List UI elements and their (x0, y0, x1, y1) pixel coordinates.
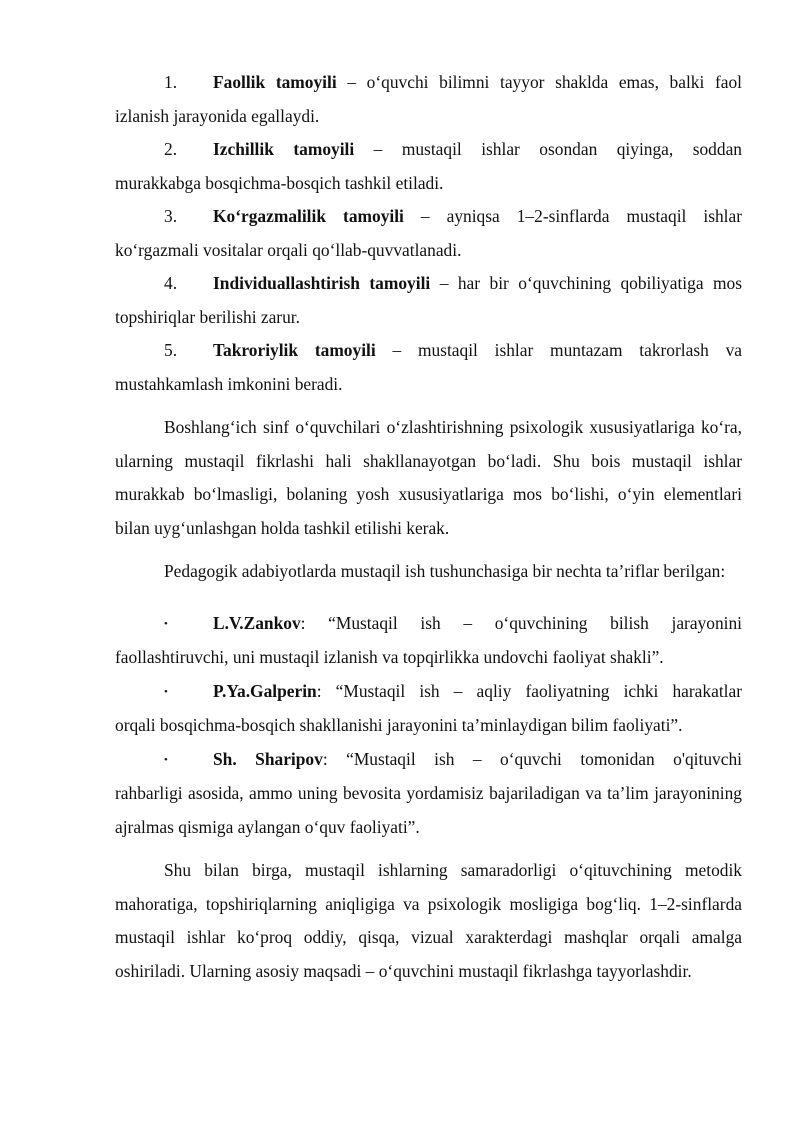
list-item-term: Takroriylik tamoyili (213, 340, 376, 360)
list-item-text: – o‘quvchi bilimni tayyor shaklda emas, balki faol (336, 72, 743, 92)
bullet-icon: • (164, 685, 168, 698)
list-number: 5. (164, 340, 178, 360)
list-item-text: – mustaqil ishlar muntazam takrorlash va (375, 340, 743, 360)
bullet-icon: • (164, 753, 168, 766)
body-paragraph: Boshlang‘ich sinf o‘quvchilari o‘zlashtirishning psixologik xususiyatlariga ko‘ra, ularning mustaqil fikrlashi hali shakllanayotgan bo‘ladi. Shu bois mustaqil ishlar murakkab bo‘lmasligi, bolaning yosh xususiyatlariga mos bo‘lishi, o‘yin elementlari bilan uyg‘unlashgan holda tashkil etilishi kerak. (115, 417, 742, 538)
body-paragraph: Pedagogik adabiyotlarda mustaqil ish tushunchasiga bir nechta ta’riflar berilgan: (164, 561, 726, 581)
document-page (115, 66, 742, 988)
list-item-continuation: topshiriqlar berilishi zarur. (115, 306, 300, 327)
list-item-continuation: ko‘rgazmali vositalar orqali qo‘llab-quvvatlanadi. (115, 239, 462, 260)
list-item-text: : “Mustaqil ish – aqliy faoliyatning ichki harakatlar (316, 680, 742, 701)
principles-list (115, 66, 742, 401)
body-paragraph: Shu bilan birga, mustaqil ishlarning samaradorligi o‘qituvchining metodik mahoratiga, topshiriqlarning aniqligiga va psixologik mosligiga bog‘liq. 1–2-sinflarda mustaqil ishlar ko‘proq oddiy, qisqa, vizual xarakterdagi mashqlar orqali amalga oshiriladi. Ularning asosiy maqsadi – o‘quvchini mustaqil fikrlashga tayyorlashdir. (115, 860, 742, 981)
list-item-term: Individuallashtirish tamoyili (213, 273, 431, 293)
list-item-author: Sh. Sharipov (213, 748, 323, 769)
list-item-continuation: murakkabga bosqichma-bosqich tashkil etiladi. (115, 172, 444, 193)
list-item-continuation: rahbarligi asosida, ammo uning bevosita yordamisiz bajariladigan va ta’lim jarayonining ajralmas qismiga aylangan o‘quv faoliyati”. (115, 783, 742, 837)
list-item-term: Faollik tamoyili (213, 72, 337, 92)
list-item-first-line (115, 133, 742, 167)
list-item-first-line (115, 66, 742, 100)
list-item-text: : “Mustaqil ish – o‘quvchining bilish jarayonini (300, 612, 742, 633)
list-item-first-line (115, 334, 742, 368)
list-number: 1. (164, 72, 178, 92)
list-item (115, 743, 742, 845)
list-number: 3. (164, 206, 178, 226)
list-number: 4. (164, 273, 178, 293)
list-item-continuation: orqali bosqichma-bosqich shakllanishi jarayonini ta’minlaydigan bilim faoliyati”. (115, 715, 683, 735)
bullet-icon: • (164, 617, 168, 630)
list-item-continuation: izlanish jarayonida egallaydi. (115, 105, 320, 126)
list-item (115, 267, 742, 334)
definitions-list (115, 607, 742, 845)
list-item (115, 334, 742, 401)
list-item-author: P.Ya.Galperin (213, 680, 317, 701)
list-item (115, 607, 742, 675)
list-item-term: Izchillik tamoyili (213, 139, 355, 159)
list-item-first-line (115, 743, 742, 778)
list-item (115, 200, 742, 267)
list-item-text: : “Mustaqil ish – o‘quvchi tomonidan o'qituvchi (322, 748, 742, 769)
list-item-text: – ayniqsa 1–2-sinflarda mustaqil ishlar (403, 206, 742, 226)
list-item-first-line (115, 200, 742, 234)
list-item (115, 133, 742, 200)
list-item-first-line (115, 607, 742, 642)
list-item-first-line (115, 675, 742, 710)
list-item-continuation: faollashtiruvchi, uni mustaqil izlanish va topqirlikka undovchi faoliyat shakli”. (115, 647, 664, 667)
list-item (115, 675, 742, 743)
list-item-author: L.V.Zankov (213, 612, 301, 633)
list-number: 2. (164, 139, 178, 159)
list-item (115, 66, 742, 133)
list-item-term: Ko‘rgazmalilik tamoyili (213, 206, 404, 226)
list-item-text: – mustaqil ishlar osondan qiyinga, soddan (354, 139, 742, 159)
list-item-text: – har bir o‘quvchining qobiliyatiga mos (430, 273, 742, 293)
list-item-continuation: mustahkamlash imkonini beradi. (115, 373, 343, 394)
list-item-first-line (115, 267, 742, 301)
